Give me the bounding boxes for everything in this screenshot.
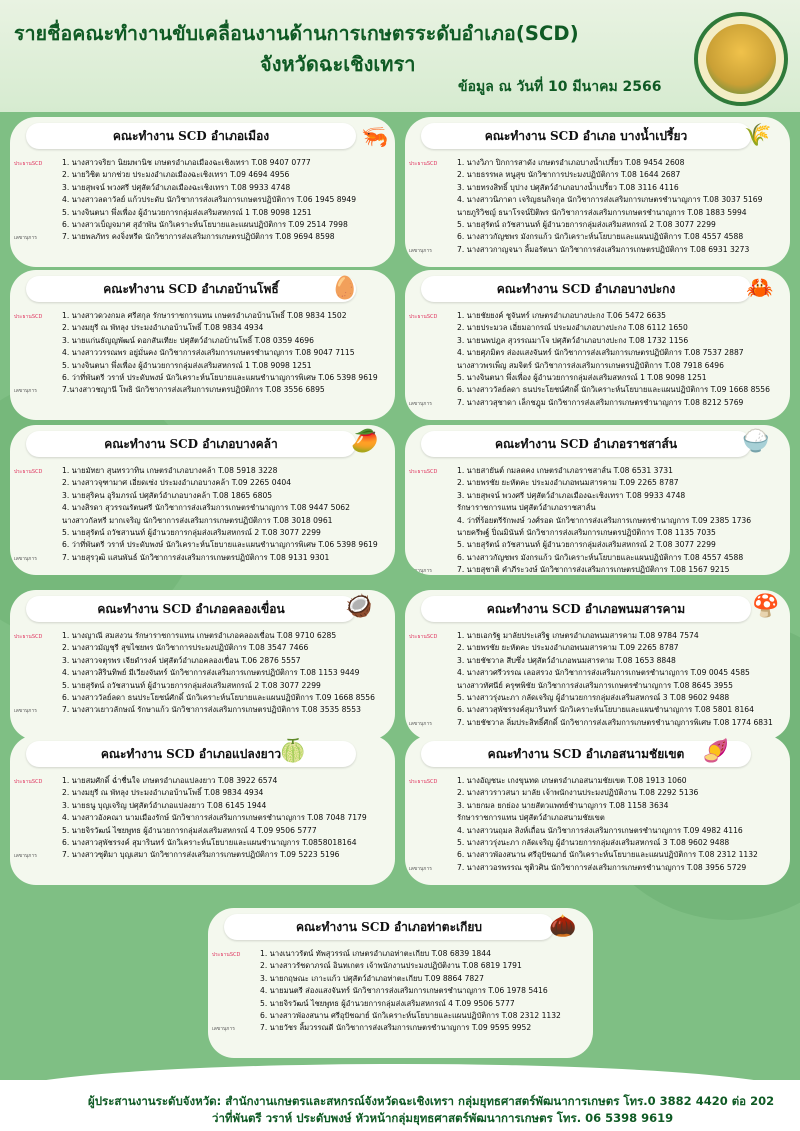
member-list [62, 630, 389, 717]
member-item: 6. นางสาวกัญชพร มังกรแก้ว นักวิเคราะห์นโยบายและแผนปฏิบัติการ T.08 4557 4588 [457, 232, 744, 242]
member-list [260, 948, 587, 1035]
member-item: 4. นางสิรดา สุวรรณรัตนศรี นักวิชาการส่งเสริมการเกษตรชำนาญการ T.08 9447 5062 [62, 503, 350, 513]
chair-tag: ประธานSCD [14, 779, 43, 785]
member-item: 3. นายทรงสิทธิ์ บุปาง ปศุสัตว์อำเภอบางน้ำเปรี้ยว T.08 3116 4116 [457, 182, 679, 192]
province-seal-icon [694, 12, 788, 106]
chair-tag: ประธานSCD [212, 952, 241, 958]
member-item: 7. นางสาวสุชาดา เล็กชฎุม นักวิชาการส่งเสริมการเกษตรชำนาญการ T.08 8212 5769 [457, 397, 744, 407]
member-item: 2. นายวิชิต มากช่วย ประมงอำเภอเมืองฉะเชิงเทรา T.09 4694 4956 [62, 170, 290, 180]
member-item: 2. นางมยุรี ณ พัทลุง ประมงอำเภอบ้านโพธิ์ T.08 9834 4934 [62, 788, 264, 798]
member-item: 1. นางเนาวรัตน์ ทัพสุวรรณ์ เกษตรอำเภอท่าตะเกียบ T.08 6839 1844 [260, 949, 491, 958]
member-item: 1. นางอัญชนะ เกงขุนทด เกษตรอำเภอสนามชัยเขต T.08 1913 1060 [457, 776, 687, 785]
district-panel [405, 425, 790, 575]
member-item: 2. นายพรชัย ยะหัตคะ ประมงอำเภอพนมสารคาม T.09 2265 8787 [457, 643, 679, 653]
member-list [62, 310, 389, 397]
rice-sack-icon: 🍚 [742, 429, 770, 454]
member-item: 3. นายกมล ยกย่อง นายสัตวแพทย์ชำนาญการ T.08 1158 3634 [457, 800, 669, 810]
secretary-tag: เลขานุการ [14, 708, 37, 715]
panel-title: คณะทำงาน SCD อำเภอ บางน้ำเปรี้ยว [484, 128, 688, 143]
footer-coordinator: ผู้ประสานงานระดับจังหวัด: สำนักงานเกษตรและสหกรณ์จังหวัดฉะเชิงเทรา กลุ่มยุทธศาสตร์พัฒนาการเกษตร โทร.0 3882 4420 ต่อ 202 [88, 1094, 775, 1108]
data-date: ข้อมูล ณ วันที่ 10 มีนาคม 2566 [458, 79, 662, 95]
member-item: 5. นายสุรัตน์ ถวัชสานนท์ ผู้อำนวยการกลุ่มส่งเสริมสหกรณ์ 2 T.08 3077 2299 [62, 680, 321, 690]
member-item: นางสาวทัศนีย์ ครุฑพิชัย นักวิชาการส่งเสริมการเกษตรชำนาญการ T.08 8645 3955 [457, 680, 733, 690]
member-item: 7. นางสาวกาญจนา ลิ้มอรัตนา นักวิชาการส่งเสริมการเกษตรปฏิบัติการ T.08 6931 3273 [457, 244, 750, 254]
member-item: 2. นายพรชัย ยะหัตคะ ประมงอำเภอพนมสารคาม T.09 2265 8787 [457, 478, 679, 488]
secretary-tag: เลขานุการ [409, 247, 432, 254]
panel-title: คณะทำงาน SCD อำเภอคลองเขื่อน [97, 601, 285, 616]
page-subtitle: จังหวัดฉะเชิงเทรา [260, 52, 416, 76]
secretary-tag: เลขานุการ [14, 235, 37, 242]
member-item: 7. นางสาวอรพรรณ ซุติวศิน นักวิชาการส่งเสริมการเกษตรชำนาญการ T.08 3956 5729 [457, 862, 747, 872]
member-item: 7.นางสาวชญานี โพธิ นักวิชาการส่งเสริมการเกษตรปฏิบัติการ T.08 3556 6895 [62, 385, 325, 395]
secretary-tag: เลขานุการ [14, 388, 37, 395]
member-item: 6. นางสาววัลย์ลดา ธนประโยชน์ศักดิ์ นักวิเคราะห์นโยบายและแผนปฏิบัติการ T.09 1668 8556 [457, 385, 770, 395]
member-item: 2. นางสาวจุฑามาศ เอี่ยดเซ่ง ประมงอำเภอบางคล้า T.09 2265 0404 [62, 478, 292, 488]
member-item: 4. นายมนตรี ส่องแสงจันทร์ นักวิชาการส่งเสริมการเกษตรชำนาญการ T.06 1978 5416 [260, 986, 548, 996]
member-item: 5. นางจินตนา พึ่งเพื่อง ผู้อำนวยการกลุ่มส่งเสริมสหกรณ์ 1 T.08 9098 1251 [62, 360, 312, 370]
panel-header [421, 276, 751, 302]
district-panel [10, 117, 395, 267]
member-item: 4. นางสาวศรีวรรณ เลอสรวง นักวิชาการส่งเสริมการเกษตรชำนาญการ T.09 0045 4585 [457, 668, 750, 678]
district-panel [405, 590, 790, 740]
member-item: 2. นางมยุรี ณ พัทลุง ประมงอำเภอบ้านโพธิ์ T.08 9834 4934 [62, 323, 264, 333]
member-item: 7. นายพลภัทร คงจิ่งหรีด นักวิชาการส่งเสริมการเกษตรปฏิบัติการ T.08 9694 8598 [62, 232, 335, 242]
member-item: 1. นางสาวจริยา นิยมพานิช เกษตรอำเภอเมืองฉะเชิงเทรา T.08 9407 0777 [62, 158, 311, 167]
member-item: 1. นางสาวดวงกมล ศรีสกุล รักษาราชการแทน เกษตรอำเภอบ้านโพธิ์ T.08 9834 1502 [62, 311, 347, 320]
panel-header [421, 596, 751, 622]
chair-tag: ประธานSCD [14, 314, 43, 320]
member-item: 5. นายจิรวัฒน์ ไชยพูทธ ผู้อำนวยการกลุ่มส่งเสริมสหกรณ์ 4 T.09 9506 5777 [260, 998, 515, 1008]
crab-icon: 🦀 [746, 276, 774, 301]
member-item: 6. นางสาวสุพัชรรงค์สุมารินทร์ นักวิเคราะห์นโยบายและแผนชำนาญการ T.08 5801 8164 [457, 705, 754, 715]
member-item: 1. นายสมศักดิ์ ฉ่ำชื่นใจ เกษตรอำเภอแปลงยาว T.08 3922 6574 [62, 776, 278, 785]
member-item: นางสาวพรเพ็ญ สมจิตร์ นักวิชาการส่งเสริมการเกษตรปฏิบัติการ T.08 7918 6496 [457, 360, 724, 370]
member-list [62, 775, 389, 862]
member-item: 7. นางสาวเยาวลักษณ์ รักษาแก้ว นักวิชาการส่งเสริมการเกษตรปฏิบัติการ T.08 3535 8553 [62, 705, 361, 715]
member-item: 4. นางสาวสิรินทิพย์ มีเวียงจันทร์ นักวิชาการส่งเสริมการเกษตรปฏิบัติการ T.08 1153 9449 [62, 668, 360, 678]
secretary-tag: เลขานุการ [409, 568, 432, 575]
member-item: 4. นางสาววรรณพร อยู่มั่นคง นักวิชาการส่งเสริมการเกษตรชำนาญการ T.08 9047 7115 [62, 348, 355, 358]
member-item: 6. นางสาวกัญชพร มังกรแก้ว นักวิเคราะห์นโยบายและแผนปฏิบัติการ T.08 4557 4588 [457, 552, 744, 562]
rice-bag-icon: 🌾 [744, 123, 772, 148]
member-item: 4. นางสาวนิภาดา เจริญธนกิจกุล นักวิชาการส่งเสริมการเกษตรชำนาญการ T.08 3037 5169 [457, 195, 763, 205]
panel-title: คณะทำงาน SCD อำเภอสนามชัยเขต [487, 746, 685, 761]
member-item: 5. นายสุรัตน์ ถวัชสานนท์ ผู้อำนวยการกลุ่มส่งเสริมสหกรณ์ 2 T.08 3077 2299 [457, 540, 716, 550]
mango-icon: 🥭 [351, 429, 379, 454]
member-item: 4. ว่าที่ร้อยตรีรักพงษ์ วงศ์รอด นักวิชาการส่งเสริมการเกษตรชำนาญการ T.09 2385 1736 [457, 515, 752, 525]
chair-tag: ประธานSCD [409, 161, 438, 167]
member-item: 6. นางสาวพัองสนาน ศรีอุปัชฌาย์ นักวิเคราะห์นโยบายและแผนปฏิบัติการ T.08 2312 1132 [260, 1011, 561, 1021]
member-list [457, 310, 784, 409]
member-item: 6. นางสาวเบ็ญจมาศ สุอำพัน นักวิเคราะห์นโยบายและแผนปฏิบัติการ T.09 2514 7998 [62, 220, 348, 230]
panel-header [224, 914, 554, 940]
member-item: 5. นางสาวรุ่งนะภา กลัดเจริญ ผู้อำนวยการกลุ่มส่งเสริมสหกรณ์ 3 T.08 9602 9488 [457, 693, 730, 703]
member-item: 5. นางจินตนา พึ่งเพื่อง ผู้อำนวยการกลุ่มส่งเสริมสหกรณ์ 1 T.08 9098 1251 [62, 207, 312, 217]
member-item: 5. นายสุรัตน์ ถวัชสานนท์ ผู้อำนวยการกลุ่มส่งเสริมสหกรณ์ 2 T.08 3077 2299 [62, 528, 321, 538]
member-item: รักษาราชการแทน ปศุสัตว์อำเภอสนามชัยเขต [457, 813, 605, 823]
chair-tag: ประธานSCD [14, 161, 43, 167]
chair-tag: ประธานSCD [409, 469, 438, 475]
district-panel [10, 590, 395, 740]
footer-contact: ว่าที่พันตรี วราห์ ประดับพงษ์ หัวหน้ากลุ่มยุทธศาสตร์พัฒนาการเกษตร โทร. 06 5398 9619 [212, 1111, 674, 1125]
panel-title: คณะทำงาน SCD อำเภอแปลงยาว [100, 746, 282, 761]
member-item: 3. นายนพปฎล สุวรรณมาโจ ปศุสัตว์อำเภอบางปะกง T.08 1732 1156 [457, 335, 689, 345]
panel-title: คณะทำงาน SCD อำเภอบางคล้า [104, 436, 278, 451]
member-item: 6. ว่าที่พันตรี วราห์ ประดับพงษ์ นักวิเคราะห์นโยบายและแผนชำนาญการพิเศษ T.06 5398 9619 [62, 540, 378, 550]
district-panel [208, 908, 593, 1058]
chair-tag: ประธานSCD [409, 634, 438, 640]
member-item: 3. นายแก่นธัญญพัฒน์ ดอกสันเทียะ ปศุสัตว์อำเภอบ้านโพธิ์ T.08 0359 4696 [62, 335, 314, 345]
secretary-tag: เลขานุการ [409, 720, 432, 727]
secretary-tag: เลขานุการ [409, 400, 432, 407]
member-item: รักษาราชการแทน ปศุสัตว์อำเภอราชสาส์น [457, 503, 596, 513]
member-item: 4. นายศุภมิตร ส่องแสงจันทร์ นักวิชาการส่งเสริมการเกษตรปฏิบัติการ T.08 7537 2887 [457, 348, 744, 358]
panel-header [421, 123, 751, 149]
district-panel [405, 117, 790, 267]
member-list [457, 630, 784, 729]
member-item: 6. นางสาวสุพัชรรงค์ สุมารินทร์ นักวิเคราะห์นโยบายและแผนชำนาญการ T.0858018164 [62, 838, 357, 848]
district-panel [10, 735, 395, 885]
panel-title: คณะทำงาน SCD อำเภอเมือง [112, 128, 270, 143]
panel-header [26, 123, 356, 149]
district-panel [10, 425, 395, 575]
member-item: 2. นางสาวรัชดาภรณ์ อินทเกตร เจ้าพนักงานประมงปฏิบัติงาน T.08 6819 1791 [260, 961, 522, 971]
district-panel [405, 270, 790, 420]
secretary-tag: เลขานุการ [14, 853, 37, 860]
member-item: 7. นางสาวซุติมา บุญเสมา นักวิชาการส่งเสริมการเกษตรปฏิบัติการ T.09 5223 5196 [62, 850, 340, 860]
member-item: 1. นางวิภา ปิกการสาดัง เกษตรอำเภอบางน้ำเปรี้ยว T.08 9454 2608 [457, 158, 685, 167]
sweet-potato-icon: 🍠 [702, 739, 730, 764]
member-item: 6. ว่าที่พันตรี วราห์ ประดับพงษ์ นักวิเคราะห์นโยบายและแผนชำนาญการพิเศษ T.06 5398 9619 [62, 373, 378, 383]
panel-header [421, 431, 751, 457]
panel-title: คณะทำงาน SCD อำเภอราชสาส์น [494, 436, 678, 451]
member-item: 6. นางสาววัลย์ลดา ธนประโยชน์ศักดิ์ นักวิเคราะห์นโยบายและแผนปฏิบัติการ T.09 1668 8556 [62, 693, 375, 703]
panel-title: คณะทำงาน SCD อำเภอพนมสารคาม [486, 601, 686, 616]
member-list [457, 157, 784, 256]
member-item: 2. นางสาวมัญชุรี สุขไชยพร นักวิชาการประมงปฏิบัติการ T.08 3547 7466 [62, 643, 309, 653]
jackfruit-icon: 🍈 [279, 739, 307, 764]
member-item: นายภูริวิชญ์ ธนาโรจน์ปิติพร นักวิชาการส่งเสริมการเกษตรชำนาญการ T.08 1883 5994 [457, 207, 747, 217]
member-item: 3. นายกฤษณะ เกาะแก้ว ปศุสัตว์อำเภอท่าตะเกียบ T.09 8864 7827 [260, 973, 484, 983]
panel-title: คณะทำงาน SCD อำเภอบางปะกง [496, 281, 676, 296]
panel-title: คณะทำงาน SCD อำเภอท่าตะเกียบ [295, 919, 483, 934]
member-item: 7. นายวัชร ลิ้มวรรณดี นักวิชาการส่งเสริมการเกษตรชำนาญการ T.09 9595 9952 [260, 1023, 532, 1033]
member-item: 1. นายเอกรัฐ มาลัยประเสริฐ เกษตรอำเภอพนมสารคาม T.08 9784 7574 [457, 631, 699, 640]
member-item: 2. นางสาวราวสนา มาลัย เจ้าพนักงานประมงปฏิบัติงาน T.08 2292 5136 [457, 788, 699, 798]
member-list [457, 465, 784, 575]
member-item: 5. นางจินตนา พึ่งเพื่อง ผู้อำนวยการกลุ่มส่งเสริมสหกรณ์ 1 T.08 9098 1251 [457, 373, 707, 383]
member-item: 3. นายสุพจน์ พวงศรี ปศุสัตว์อำเภอเมืองฉะเชิงเทรา T.08 9933 4748 [62, 182, 291, 192]
panel-header [26, 596, 356, 622]
secretary-tag: เลขานุการ [212, 1026, 235, 1033]
member-item: 5. นายสุรัตน์ ถวัชสานนท์ ผู้อำนวยการกลุ่มส่งเสริมสหกรณ์ 2 T.08 3077 2299 [457, 220, 716, 230]
panel-header [26, 431, 356, 457]
member-item: 5. นายจิรวัฒน์ ไชยพูทธ ผู้อำนวยการกลุ่มส่งเสริมสหกรณ์ 4 T.09 9506 5777 [62, 825, 317, 835]
member-item: 2. นายธรรพล หนูสุข นักวิชาการประมงปฏิบัติการ T.08 1644 2687 [457, 170, 681, 180]
chair-tag: ประธานSCD [14, 634, 43, 640]
member-item: 3. นางสาวจตุรพร เจียดำรงค์ ปศุสัตว์อำเภอคลองเขื่อน T.06 2876 5557 [62, 655, 301, 665]
district-panel [405, 735, 790, 885]
mushroom-icon: 🍄 [752, 594, 780, 619]
member-item: 1. นายมัทยา สุนทรวาทิน เกษตรอำเภอบางคล้า T.08 5918 3228 [62, 466, 278, 475]
page-title: รายชื่อคณะทำงานขับเคลื่อนงานด้านการเกษตรระดับอำเภอ(SCD) [14, 22, 579, 45]
coconut-icon: 🥥 [345, 594, 373, 619]
panel-header [26, 276, 356, 302]
member-list [62, 465, 389, 564]
member-item: 3. นายสุพจน์ พวงศรี ปศุสัตว์อำเภอเมืองฉะเชิงเทรา T.08 9933 4748 [457, 490, 686, 500]
member-item: 7. นายสุชาติ คำภีระวงษ์ นักวิชาการส่งเสริมการเกษตรปฏิบัติการ T.08 1567 9215 [457, 565, 730, 575]
durian-icon: 🌰 [549, 914, 577, 939]
secretary-tag: เลขานุการ [14, 555, 37, 562]
member-item: 2. นายประมวล เอี่ยมอากรณ์ ประมงอำเภอบางปะกง T.08 6112 1650 [457, 323, 688, 333]
member-list [457, 775, 784, 874]
member-item: 7. นายชัชวาล ลิ่มประสิทธิ์ศักดิ์ นักวิชาการส่งเสริมการเกษตรชำนาญการพิเศษ T.08 1774 6831 [457, 717, 773, 727]
district-panel [10, 270, 395, 420]
member-item: 1. นางญาณี สมสงวน รักษาราชการแทน เกษตรอำเภอคลองเขื่อน T.08 9710 6285 [62, 631, 337, 640]
egg-icon: 🥚 [331, 276, 359, 301]
member-item: 6. นางสาวพัองสนาน ศรีอุปัชฌาย์ นักวิเคราะห์นโยบายและแผนปฏิบัติการ T.08 2312 1132 [457, 850, 758, 860]
member-item: 4. นางสาวอังคณา นามเมืองรักษ์ นักวิชาการส่งเสริมการเกษตรชำนาญการ T.08 7048 7179 [62, 813, 367, 823]
member-item: นายครีพฐ์ ปิ่ณมินันท์ นักวิชาการส่งเสริมการเกษตรปฏิบัติการ T.08 1135 7035 [457, 528, 716, 538]
chair-tag: ประธานSCD [409, 314, 438, 320]
member-item: 5. นางสาวรุ่งนะภา กลัดเจริญ ผู้อำนวยการกลุ่มส่งเสริมสหกรณ์ 3 T.08 9602 9488 [457, 838, 730, 848]
secretary-tag: เลขานุการ [409, 865, 432, 872]
chair-tag: ประธานSCD [409, 779, 438, 785]
member-item: 3. นายสุริคน อุริมภรณ์ ปศุสัตว์อำเภอบางคล้า T.08 1865 6805 [62, 490, 273, 500]
member-item: 3. นายธนู บุญเจริญ ปศุสัตว์อำเภอแปลงยาว T.08 6145 1944 [62, 800, 267, 810]
chair-tag: ประธานSCD [14, 469, 43, 475]
member-item: 7. นายสุรวุฒิ แสนพันธ์ นักวิชาการส่งเสริมการเกษตรปฏิบัติการ T.08 9131 9301 [62, 552, 330, 562]
member-item: 1. นายสายันต์ กมลดคง เกษตรอำเภอราชสาส์น T.08 6531 3731 [457, 466, 673, 475]
member-item: นางสาวกัลทรี มากเจริญ นักวิชาการส่งเสริมการเกษตรปฏิบัติการ T.08 3018 0961 [62, 515, 333, 525]
member-item: 3. นายชัชวาล สีบซึ่ง ปศุสัตว์อำเภอพนมสารคาม T.08 1653 8848 [457, 655, 676, 665]
member-item: 4. นางสาวนฤมล สิงห์เถื่อน นักวิชาการส่งเสริมการเกษตรชำนาญการ T.09 4982 4116 [457, 825, 743, 835]
shrimp-icon: 🦐 [361, 125, 389, 150]
member-item: 1. นายชัยยงค์ ชูจันทร์ เกษตรอำเภอบางปะกง T.06 5472 6635 [457, 311, 667, 320]
panel-title: คณะทำงาน SCD อำเภอบ้านโพธิ์ [103, 281, 279, 296]
member-list [62, 157, 389, 244]
member-item: 4. นางสาวลดาวัลย์ แก้วประดับ นักวิชาการส่งเสริมการเกษตรปฏิบัติการ T.06 1945 8949 [62, 195, 357, 205]
